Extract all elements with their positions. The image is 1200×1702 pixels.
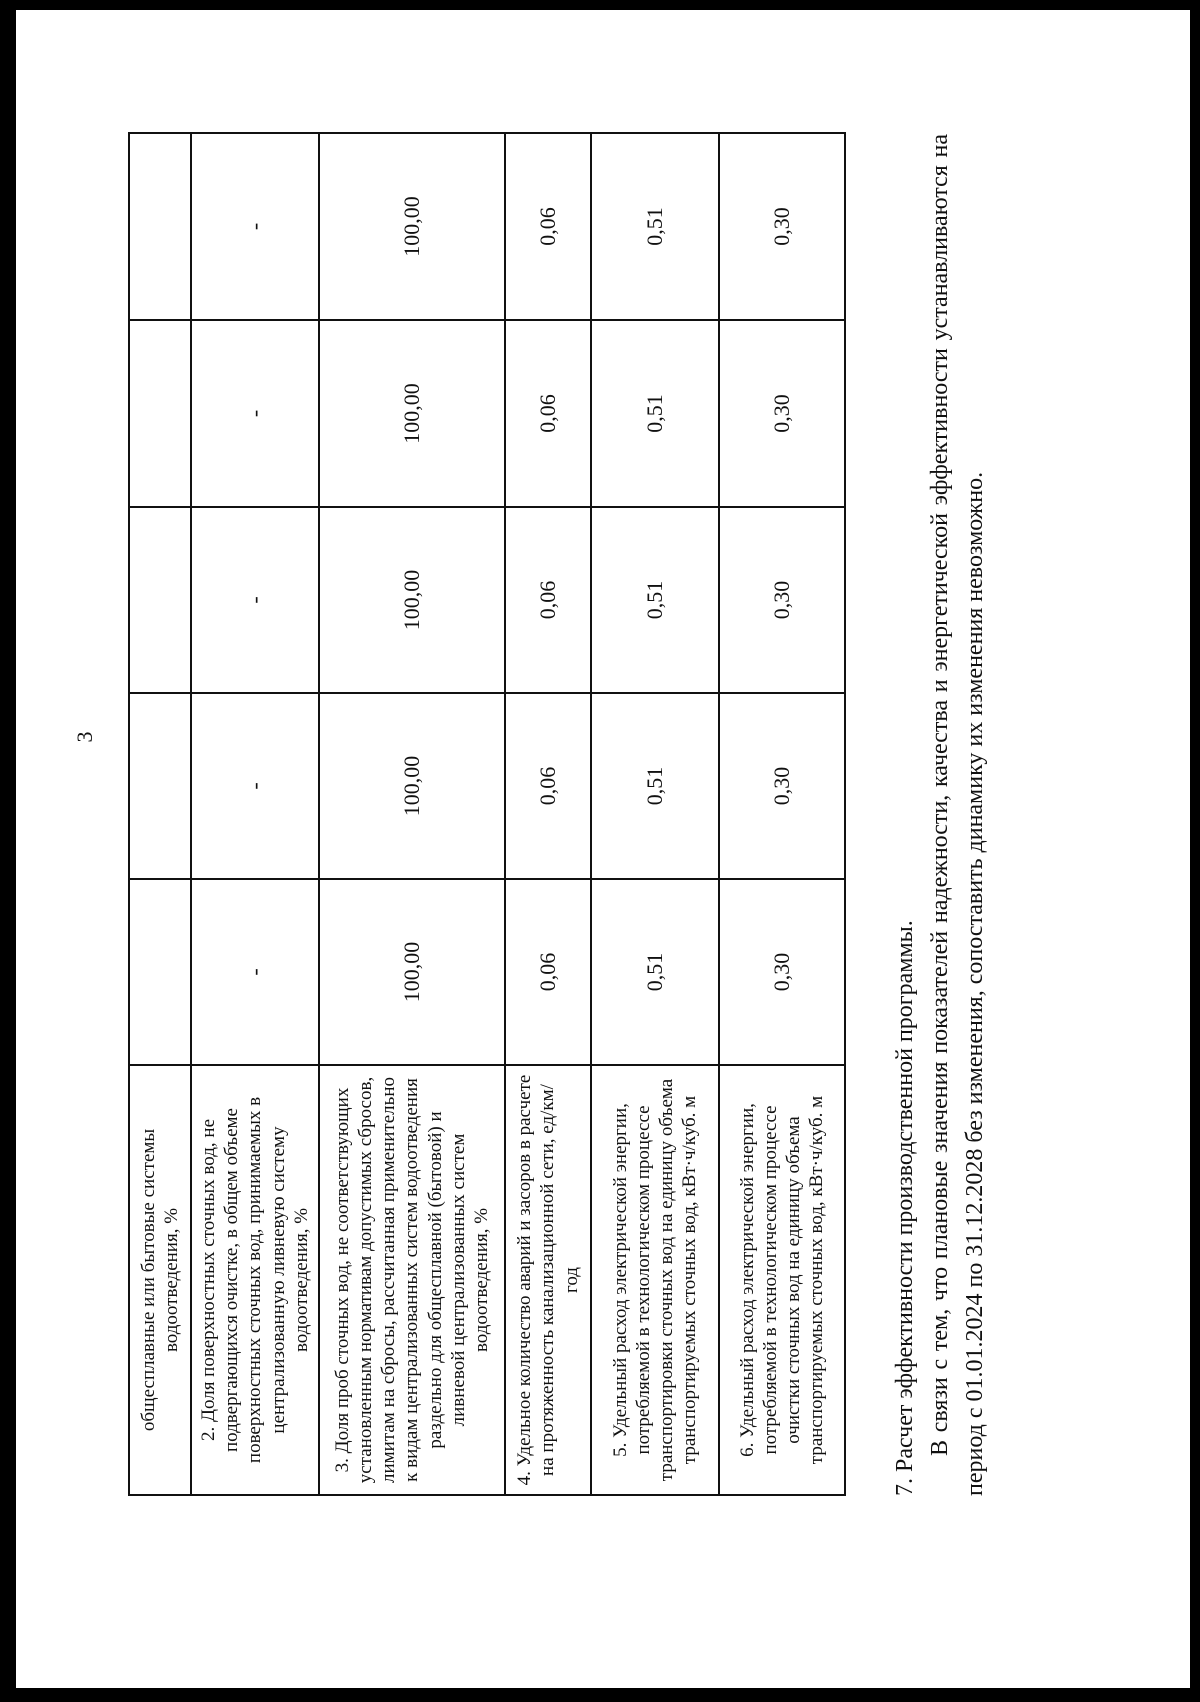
table-cell: 0,51 [591,507,719,693]
table-row [505,133,591,1495]
table-cell: 0,30 [719,693,845,879]
table-row [129,133,191,1495]
table-cell: 0,06 [505,879,591,1065]
table-row [719,133,845,1495]
table-cell: 0,06 [505,320,591,507]
table-cell: 0,51 [591,320,719,507]
table-cell: - [191,693,319,879]
table-cell: 100,00 [319,507,505,693]
table-cell: - [191,320,319,507]
row-label: 2. Доля поверхностных сточных вод, не подвергающихся очистке, в общем объеме поверхностных сточных вод, принимаемых в централизованную ливневую систему водоотведения, % [191,1065,319,1495]
table-row [591,133,719,1495]
table-cell: 0,06 [505,133,591,320]
table-cell [129,320,191,507]
table-cell: 0,30 [719,320,845,507]
table-cell: 0,06 [505,693,591,879]
table-cell: - [191,879,319,1065]
table-cell: - [191,133,319,320]
table-cell: 100,00 [319,693,505,879]
section-heading: 7. Расчет эффективности производственной программы. [892,920,918,1496]
table-cell: 0,06 [505,507,591,693]
table-cell: 100,00 [319,879,505,1065]
row-label: общесплавные или бытовые системы водоотведения, % [129,1065,191,1495]
table-cell: 0,30 [719,133,845,320]
table-cell: - [191,507,319,693]
row-label: 4. Удельное количество аварий и засоров в расчете на протяженность канализационной сети, ед/км/год [505,1065,591,1495]
table-row [191,133,319,1495]
table-cell [129,879,191,1065]
table-cell [129,133,191,320]
table-cell: 0,30 [719,507,845,693]
paragraph-text: В связи с тем, что плановые значения показателей надежности, качества и энергетической эффективности устанавливаются на период с 01.01.2024 по 31.12.2028 без изменения, сопоставить динамику их изменения невозможно. [926,134,988,1496]
page-number: 3 [72,731,97,743]
table-cell [129,693,191,879]
table-cell: 100,00 [319,320,505,507]
table-cell: 0,30 [719,879,845,1065]
row-label: 5. Удельный расход электрической энергии, потребляемой в технологическом процессе транспортировки сточных вод на единицу объема транспортируемых сточных вод, кВт·ч/куб. м [591,1065,719,1495]
efficiency-section [888,134,992,1496]
table-row [319,133,505,1495]
table-cell [129,507,191,693]
table-cell: 0,51 [591,133,719,320]
indicators-table [128,132,846,1496]
row-label: 3. Доля проб сточных вод, не соответствующих установленным нормативам допустимых сбросов, лимитам на сбросы, рассчитанная применительно к видам централизованных систем водоотведения раздельно для общесплавной (бытовой) и ливневой централизованных систем водоотведения, % [319,1065,505,1495]
row-label: 6. Удельный расход электрической энергии, потребляемой в технологическом процессе очистки сточных вод на единицу объема транспортируемых сточных вод, кВт·ч/куб. м [719,1065,845,1495]
table-cell: 100,00 [319,133,505,320]
table-cell: 0,51 [591,693,719,879]
table-cell: 0,51 [591,879,719,1065]
